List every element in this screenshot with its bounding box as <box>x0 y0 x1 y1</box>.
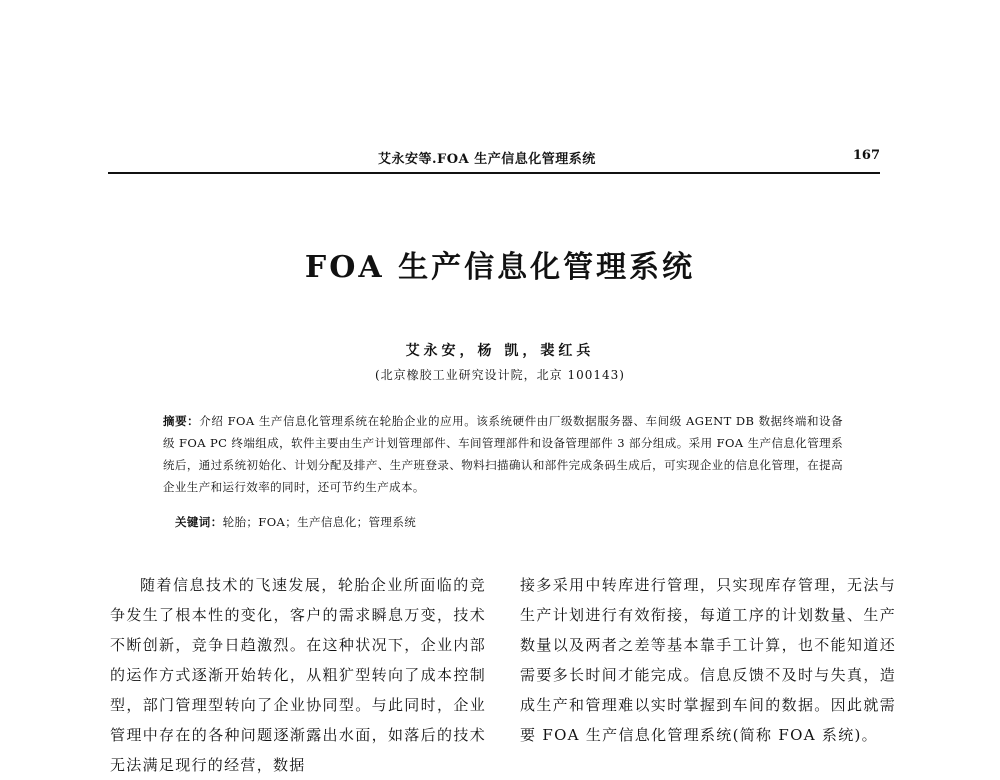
header-rule <box>108 172 880 174</box>
running-title: 艾永安等.FOA 生产信息化管理系统 <box>378 152 596 167</box>
page-number: 167 <box>852 148 880 163</box>
body-paragraph: 随着信息技术的飞速发展，轮胎企业所面临的竞争发生了根本性的变化，客户的需求瞬息万变，技术不断创新，竞争日趋激烈。在这种状况下，企业内部的运作方式逐渐开始转化，从粗犷型转向了成本控制型，部门管理型转向了企业协同型。与此同时，企业管理中存在的各种问题逐渐露出水面，如落后的技术无法满足现行的经营，数据 <box>110 576 486 774</box>
affiliation: (北京橡胶工业研究设计院，北京 100143) <box>375 368 625 382</box>
abstract-text: 介绍 FOA 生产信息化管理系统在轮胎企业的应用。该系统硬件由厂级数据服务器、车间级 AGENT DB 数据终端和设备级 FOA PC 终端组成，软件主要由生产计划管理部件、车间管理部件和设备管理部件 3 部分组成。采用 FOA 生产信息化管理系统后，通过系统初始化、计划分配及排产、生产班登录、物料扫描确认和部件完成条码生成后，可实现企业的信息化管理，在提高企业生产和运行效率的同时，还可节约生产成本。 <box>163 414 844 494</box>
keywords-text: 轮胎；FOA；生产信息化；管理系统 <box>222 515 417 529</box>
keywords <box>175 514 416 530</box>
author-list: 艾永安，杨 凯，裴红兵 <box>405 343 595 359</box>
running-header <box>108 146 880 172</box>
body-paragraph: 接多采用中转库进行管理，只实现库存管理，无法与生产计划进行有效衔接，每道工序的计划数量、生产数量以及两者之差等基本靠手工计算，也不能知道还需要多长时间才能完成。信息反馈不及时与失真，造成生产和管理难以实时掌握到车间的数据。因此就需要 FOA 生产信息化管理系统(简称 FOA 系统)。 <box>520 576 896 744</box>
body-left-column <box>110 570 486 780</box>
abstract-label: 摘要： <box>163 414 200 428</box>
paper-title: FOA 生产信息化管理系统 <box>304 250 696 285</box>
body-right-column <box>520 570 896 750</box>
abstract <box>163 410 843 498</box>
keywords-label: 关键词： <box>175 515 223 529</box>
